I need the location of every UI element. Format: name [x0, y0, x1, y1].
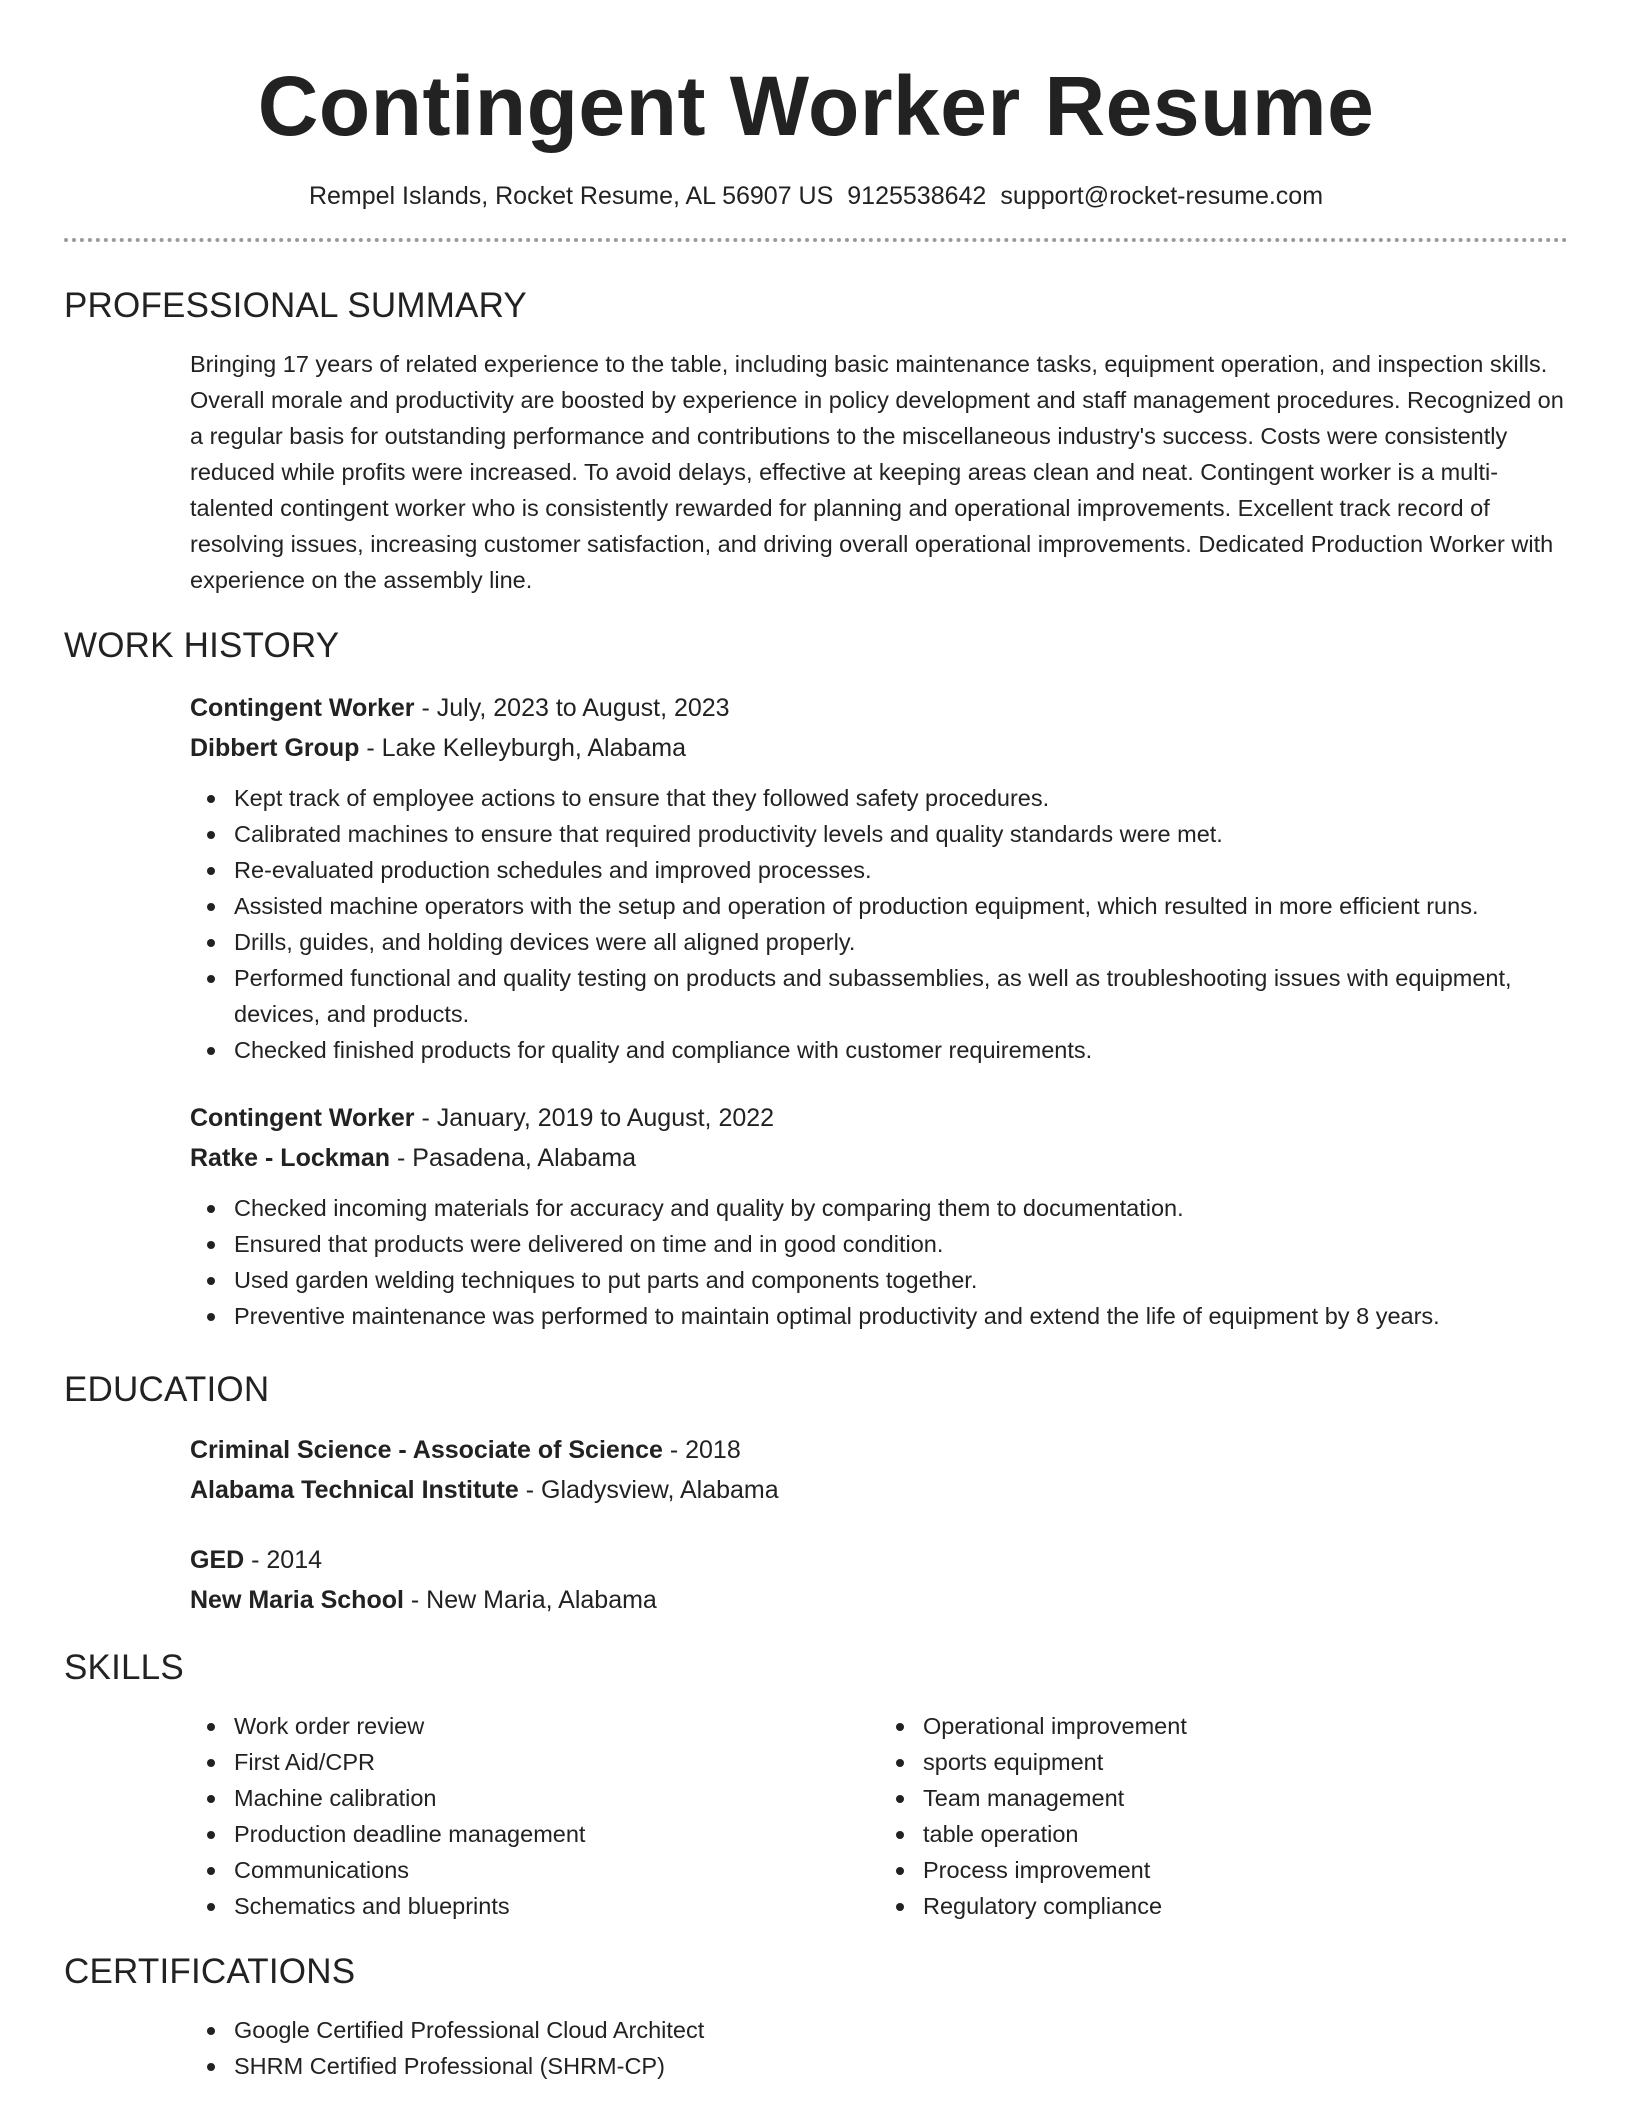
job-entry [190, 1098, 1568, 1334]
list-item: Process improvement [923, 1852, 1568, 1888]
list-item: Regulatory compliance [923, 1888, 1568, 1924]
list-item: Checked finished products for quality and compliance with customer requirements. [234, 1032, 1568, 1068]
bullet-icon [207, 1205, 215, 1213]
list-item: sports equipment [923, 1744, 1568, 1780]
education-degree: Criminal Science - Associate of Science [190, 1436, 663, 1464]
list-item: First Aid/CPR [234, 1744, 879, 1780]
job-entry [190, 688, 1568, 1068]
list-item: Calibrated machines to ensure that required productivity levels and quality standards were met. [234, 816, 1568, 852]
contact-address: Rempel Islands, Rocket Resume, AL 56907 US [308, 182, 834, 210]
bullet-icon [207, 1047, 215, 1055]
skills-list-left [190, 1708, 879, 1924]
job-company-line [190, 728, 1568, 768]
bullet-icon [207, 1723, 215, 1731]
education-entry [190, 1540, 1568, 1620]
list-item: table operation [923, 1816, 1568, 1852]
certifications-section [190, 2012, 1568, 2084]
bullet-icon [207, 1759, 215, 1767]
bullet-icon [896, 1723, 904, 1731]
contact-line [64, 180, 1568, 212]
list-item: Ensured that products were delivered on time and in good condition. [234, 1226, 1568, 1262]
bullet-icon [207, 867, 215, 875]
list-item: Drills, guides, and holding devices were all aligned properly. [234, 924, 1568, 960]
bullet-icon [207, 1831, 215, 1839]
bullet-icon [896, 1759, 904, 1767]
list-item: Performed functional and quality testing on products and subassemblies, as well as troubleshooting issues with equipment, devices, and products. [234, 960, 1568, 1032]
job-company: Dibbert Group [190, 734, 360, 762]
job-dates: - January, 2019 to August, 2022 [414, 1104, 775, 1132]
bullet-icon [207, 831, 215, 839]
job-role: Contingent Worker [190, 1104, 415, 1132]
bullet-icon [207, 1241, 215, 1249]
education-school-line [190, 1580, 1568, 1620]
job-role: Contingent Worker [190, 694, 415, 722]
bullet-icon [207, 975, 215, 983]
list-item: Team management [923, 1780, 1568, 1816]
skills-section [190, 1708, 1568, 1924]
list-item: Google Certified Professional Cloud Architect [234, 2012, 1568, 2048]
job-duties-list [190, 1190, 1568, 1334]
summary-heading: PROFESSIONAL SUMMARY [64, 286, 527, 325]
skills-columns [190, 1708, 1568, 1924]
list-item: Checked incoming materials for accuracy and quality by comparing them to documentation. [234, 1190, 1568, 1226]
education-section [190, 1430, 1568, 1620]
certifications-list [190, 2012, 1568, 2084]
contact-phone: 9125538642 [847, 182, 987, 210]
education-heading: EDUCATION [64, 1370, 270, 1409]
job-dates: - July, 2023 to August, 2023 [414, 694, 730, 722]
summary-section [190, 346, 1568, 598]
summary-text: Bringing 17 years of related experience to the table, including basic maintenance tasks, equipment operation, and inspection skills. Overall morale and productivity are boosted by experience in policy development and staff management procedures. Recognized on a regular basis for outstanding performance and contributions to the miscellaneous industry's success. Costs were consistently reduced while profits were increased. To avoid delays, effective at keeping areas clean and neat. Contingent worker is a multi-talented contingent worker who is consistently rewarded for planning and operational improvements. Excellent track record of resolving issues, increasing customer satisfaction, and driving overall operational improvements. Dedicated Production Worker with experience on the assembly line. [190, 351, 1564, 593]
job-company-line [190, 1138, 1568, 1178]
certifications-heading: CERTIFICATIONS [64, 1952, 356, 1991]
job-role-line [190, 1098, 1568, 1138]
bullet-icon [207, 2063, 215, 2071]
list-item: Used garden welding techniques to put parts and components together. [234, 1262, 1568, 1298]
education-location: - New Maria, Alabama [403, 1586, 657, 1614]
list-item: Machine calibration [234, 1780, 879, 1816]
job-location: - Lake Kelleyburgh, Alabama [359, 734, 687, 762]
job-duties-list [190, 780, 1568, 1068]
bullet-icon [207, 795, 215, 803]
bullet-icon [207, 1903, 215, 1911]
resume-title: Contingent Worker Resume [257, 59, 1375, 153]
list-item: Operational improvement [923, 1708, 1568, 1744]
education-entry [190, 1430, 1568, 1510]
list-item: Communications [234, 1852, 879, 1888]
list-item: Work order review [234, 1708, 879, 1744]
bullet-icon [207, 1867, 215, 1875]
list-item: Re-evaluated production schedules and improved processes. [234, 852, 1568, 888]
bullet-icon [896, 1831, 904, 1839]
list-item: Assisted machine operators with the setup and operation of production equipment, which resulted in more efficient runs. [234, 888, 1568, 924]
education-school-line [190, 1470, 1568, 1510]
bullet-icon [896, 1903, 904, 1911]
education-degree-line [190, 1540, 1568, 1580]
list-item: Preventive maintenance was performed to maintain optimal productivity and extend the life of equipment by 8 years. [234, 1298, 1568, 1334]
education-school: New Maria School [190, 1586, 404, 1614]
skills-heading: SKILLS [64, 1648, 184, 1687]
education-school: Alabama Technical Institute [190, 1476, 519, 1504]
job-company: Ratke - Lockman [190, 1144, 391, 1172]
header-divider [64, 238, 1568, 242]
list-item: Kept track of employee actions to ensure that they followed safety procedures. [234, 780, 1568, 816]
resume-page [64, 0, 1568, 2084]
contact-email: support@rocket-resume.com [1000, 182, 1324, 210]
job-role-line [190, 688, 1568, 728]
bullet-icon [207, 1313, 215, 1321]
education-year: - 2014 [244, 1546, 323, 1574]
bullet-icon [207, 1277, 215, 1285]
education-year: - 2018 [662, 1436, 741, 1464]
work-history-heading: WORK HISTORY [64, 626, 340, 665]
skills-list-right [879, 1708, 1568, 1924]
work-history-section [190, 688, 1568, 1334]
job-location: - Pasadena, Alabama [390, 1144, 637, 1172]
education-degree: GED [190, 1546, 245, 1574]
bullet-icon [207, 1795, 215, 1803]
list-item: Schematics and blueprints [234, 1888, 879, 1924]
education-degree-line [190, 1430, 1568, 1470]
bullet-icon [896, 1867, 904, 1875]
bullet-icon [207, 939, 215, 947]
bullet-icon [207, 903, 215, 911]
bullet-icon [896, 1795, 904, 1803]
education-location: - Gladysview, Alabama [518, 1476, 779, 1504]
list-item: SHRM Certified Professional (SHRM-CP) [234, 2048, 1568, 2084]
list-item: Production deadline management [234, 1816, 879, 1852]
bullet-icon [207, 2027, 215, 2035]
